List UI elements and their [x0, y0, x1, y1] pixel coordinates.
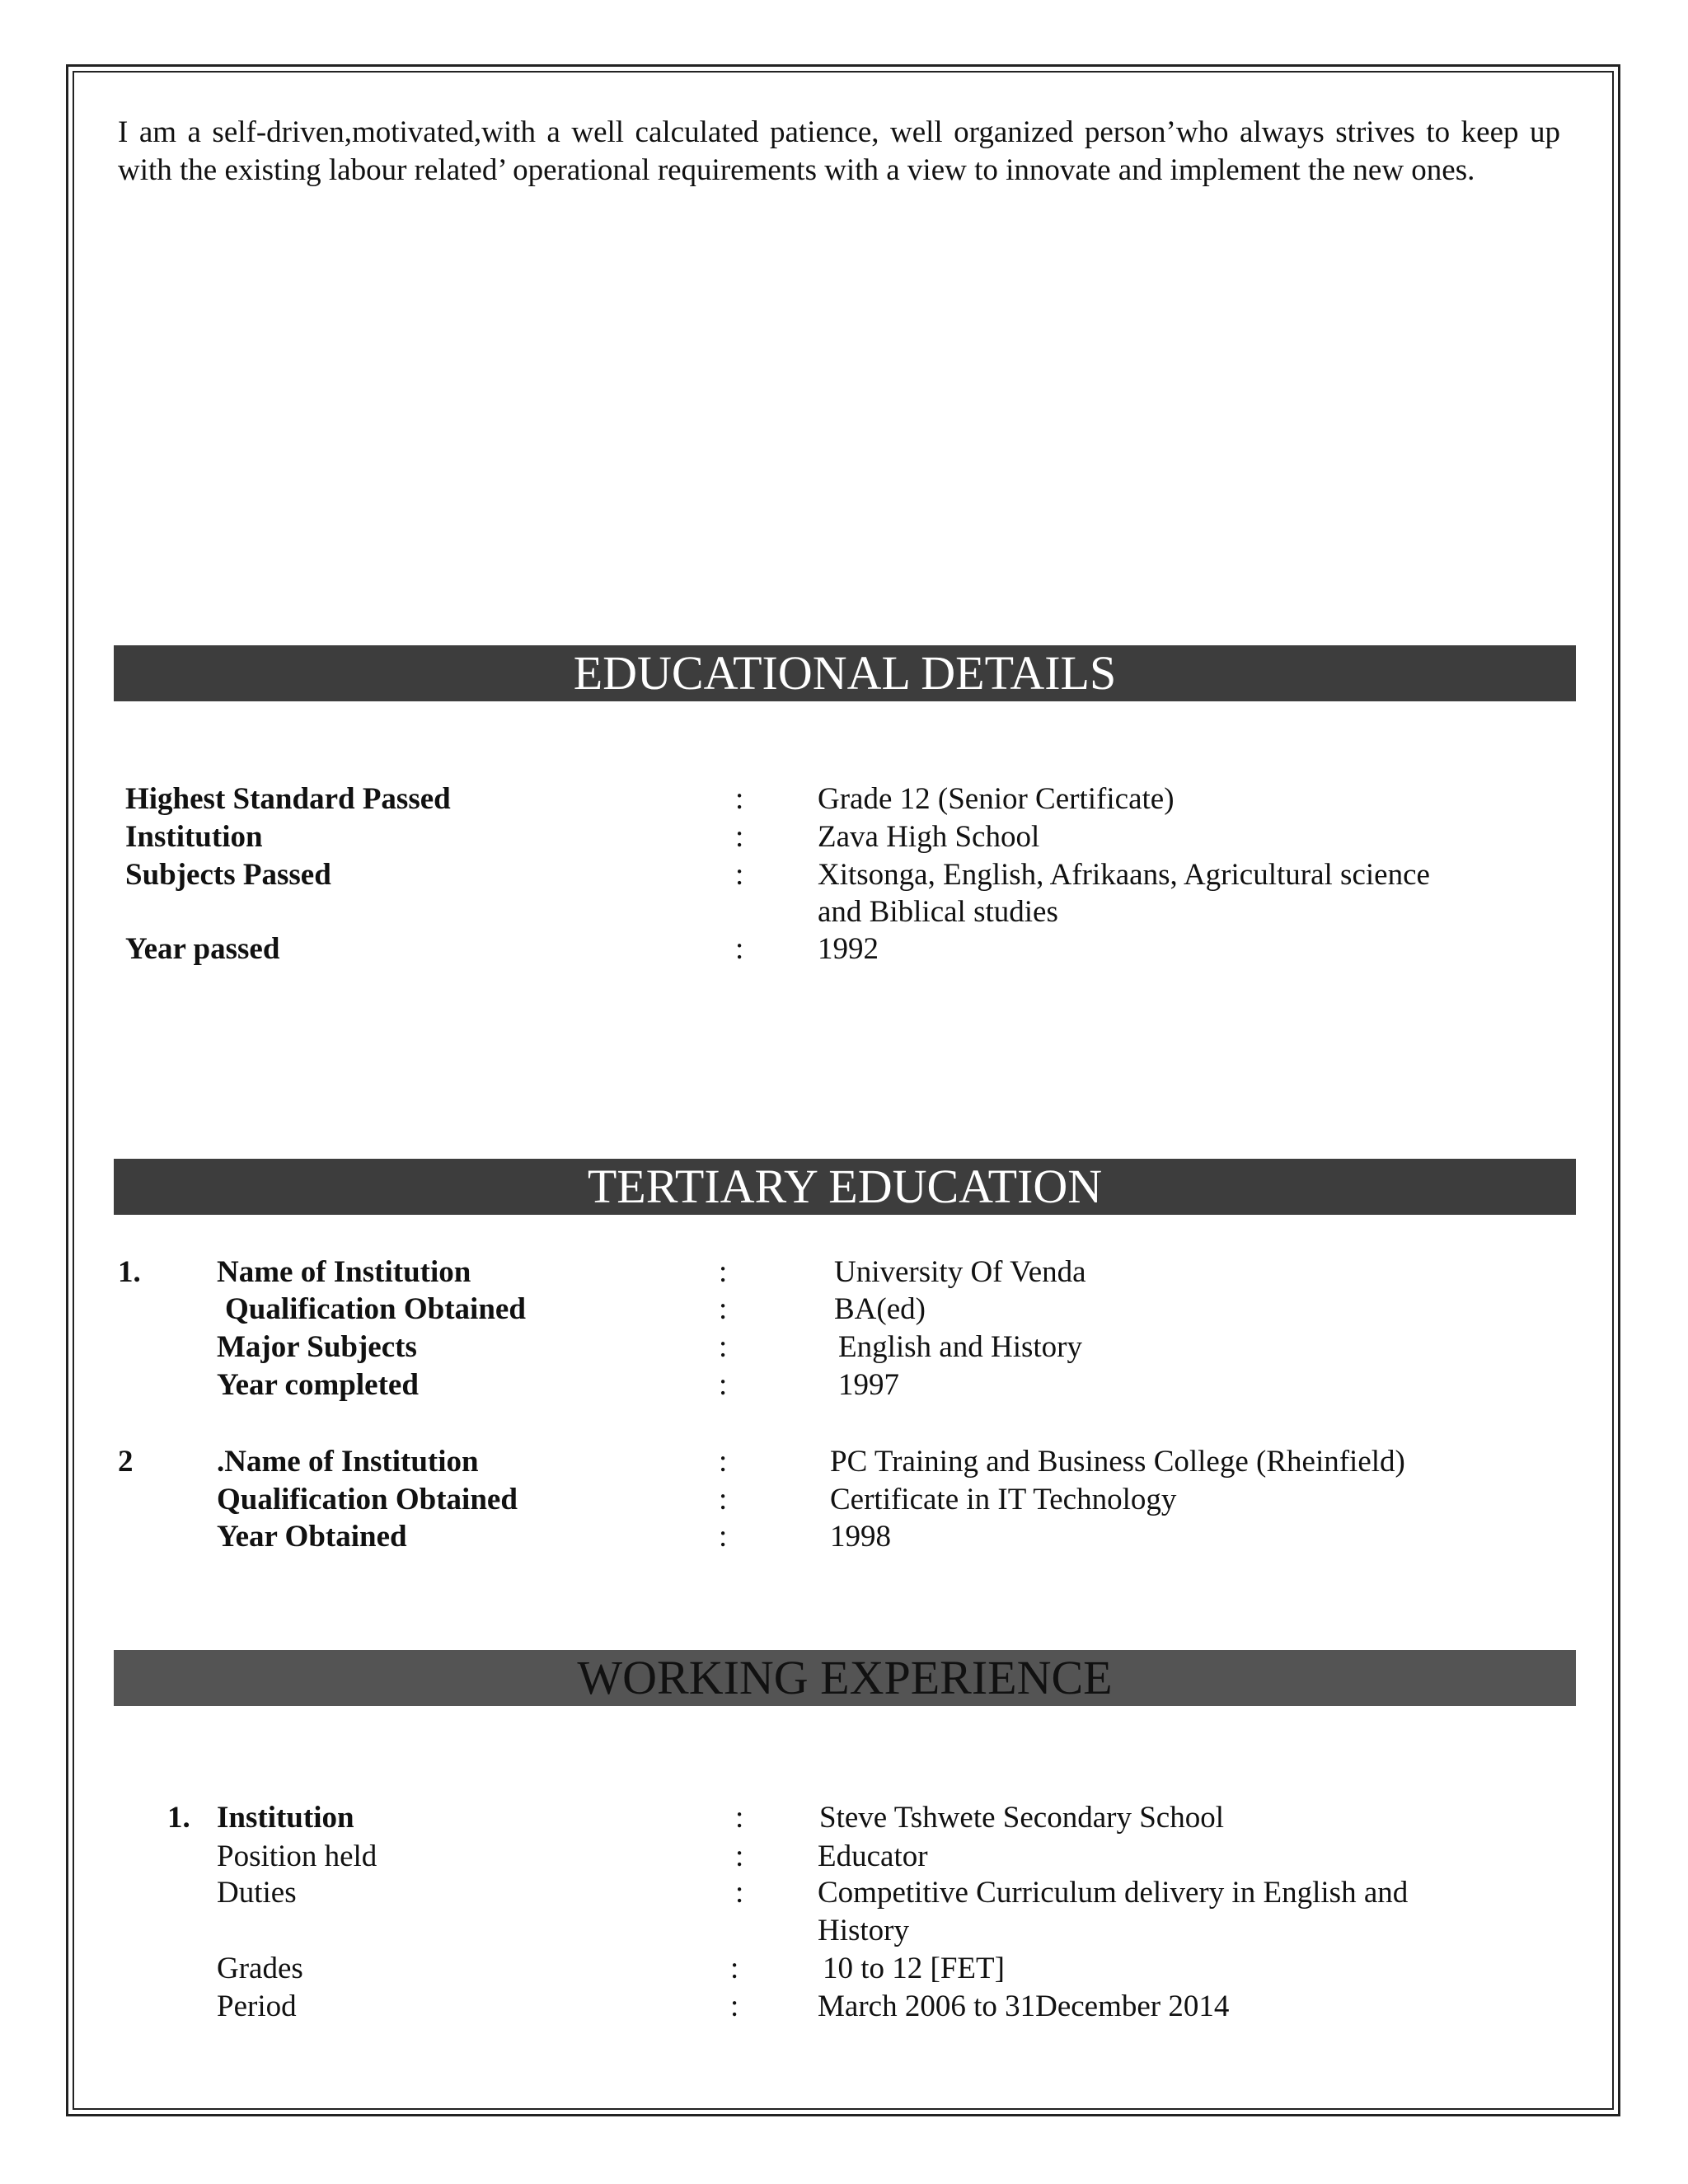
tertiary-label-qualification: Qualification Obtained — [217, 1483, 518, 1516]
work-label-period: Period — [217, 1990, 297, 2023]
work-colon: : — [730, 1990, 739, 2023]
edu-label-year: Year passed — [125, 932, 280, 966]
tertiary-colon: : — [719, 1330, 728, 1364]
tertiary-value-year-completed: 1997 — [838, 1368, 899, 1402]
section-heading-educational: EDUCATIONAL DETAILS — [114, 645, 1576, 701]
tertiary-entry-number: 1. — [118, 1255, 141, 1289]
section-heading-tertiary: TERTIARY EDUCATION — [114, 1159, 1576, 1215]
edu-value-year: 1992 — [818, 932, 879, 966]
edu-value-institution: Zava High School — [818, 820, 1040, 854]
tertiary-value-institution: PC Training and Business College (Rheinfield) — [830, 1445, 1405, 1479]
edu-colon: : — [735, 820, 744, 854]
work-value-duties-cont: History — [818, 1914, 909, 1947]
work-entry-number: 1. — [167, 1801, 190, 1835]
tertiary-label-qualification: Qualification Obtained — [225, 1292, 526, 1326]
work-value-institution: Steve Tshwete Secondary School — [819, 1801, 1224, 1835]
work-colon: : — [735, 1801, 744, 1835]
edu-label-institution: Institution — [125, 820, 263, 854]
edu-colon: : — [735, 782, 744, 816]
edu-colon: : — [735, 858, 744, 892]
tertiary-label-institution: .Name of Institution — [217, 1445, 479, 1479]
work-colon: : — [735, 1876, 744, 1910]
edu-colon: : — [735, 932, 744, 966]
tertiary-value-institution: University Of Venda — [834, 1255, 1086, 1289]
edu-value-highest-standard: Grade 12 (Senior Certificate) — [818, 782, 1175, 816]
edu-value-subjects-cont: and Biblical studies — [818, 895, 1058, 929]
work-value-duties: Competitive Curriculum delivery in English and — [818, 1876, 1409, 1910]
tertiary-label-institution: Name of Institution — [217, 1255, 471, 1289]
tertiary-value-major-subjects: English and History — [838, 1330, 1082, 1364]
work-colon: : — [730, 1952, 739, 1985]
tertiary-colon: : — [719, 1520, 728, 1554]
work-label-institution: Institution — [217, 1801, 354, 1835]
section-heading-working: WORKING EXPERIENCE — [114, 1650, 1576, 1706]
tertiary-colon: : — [719, 1483, 728, 1516]
tertiary-label-major-subjects: Major Subjects — [217, 1330, 417, 1364]
intro-paragraph: I am a self-driven,motivated,with a well calculated patience, well organized person’who always strives to keep up with the existing labour related’ operational requirements with a view to innovate and implement the new ones. — [118, 115, 1560, 187]
work-label-grades: Grades — [217, 1952, 303, 1985]
tertiary-value-qualification: Certificate in IT Technology — [830, 1483, 1177, 1516]
tertiary-colon: : — [719, 1445, 728, 1479]
tertiary-colon: : — [719, 1292, 728, 1326]
work-label-position: Position held — [217, 1840, 377, 1873]
edu-label-highest-standard: Highest Standard Passed — [125, 782, 451, 816]
tertiary-value-qualification: BA(ed) — [834, 1292, 926, 1326]
tertiary-entry-number: 2 — [118, 1445, 134, 1479]
tertiary-colon: : — [719, 1368, 728, 1402]
work-value-grades: 10 to 12 [FET] — [823, 1952, 1005, 1985]
tertiary-label-year-obtained: Year Obtained — [217, 1520, 407, 1554]
work-value-period: March 2006 to 31December 2014 — [818, 1990, 1230, 2023]
work-label-duties: Duties — [217, 1876, 297, 1910]
edu-value-subjects: Xitsonga, English, Afrikaans, Agricultural science — [818, 858, 1430, 892]
tertiary-value-year-obtained: 1998 — [830, 1520, 891, 1554]
edu-label-subjects: Subjects Passed — [125, 858, 331, 892]
work-colon: : — [735, 1840, 744, 1873]
tertiary-colon: : — [719, 1255, 728, 1289]
tertiary-label-year-completed: Year completed — [217, 1368, 419, 1402]
work-value-position: Educator — [818, 1840, 928, 1873]
